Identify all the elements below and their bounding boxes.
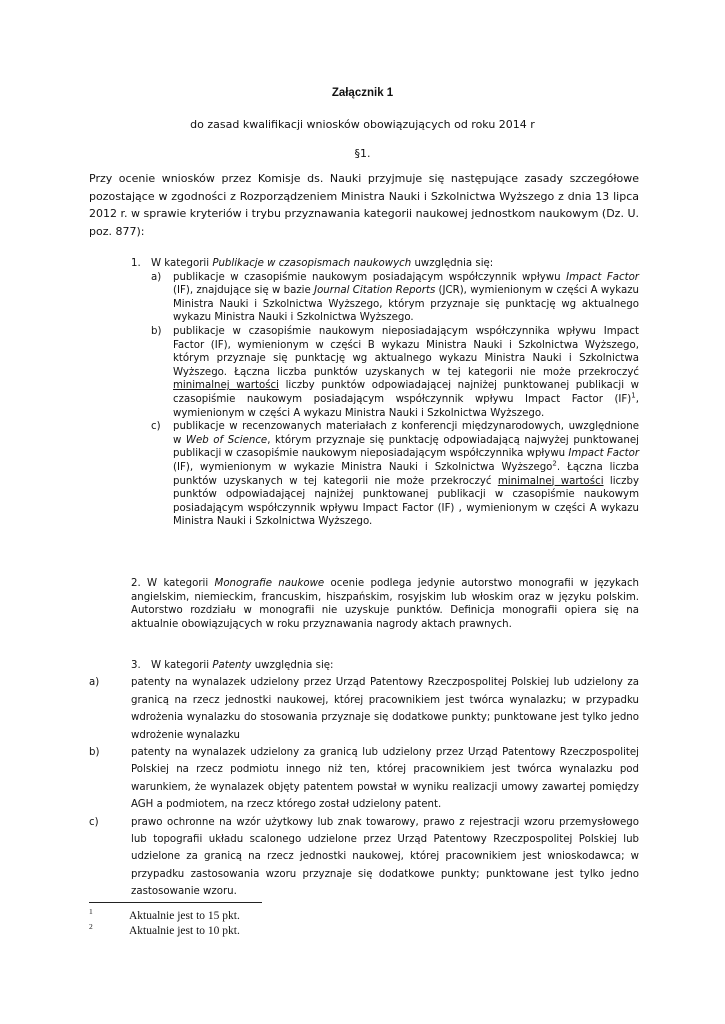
item-1c-text-3: (IF), wymienionym w wykazie Ministra Nauki i Szkolnictwa Wyższego bbox=[173, 461, 553, 473]
item-2-text-1: W kategorii bbox=[140, 578, 215, 589]
item-3-number: 3. bbox=[131, 660, 141, 671]
item-1c bbox=[151, 420, 639, 529]
item-1-head-italic: Publikacje w czasopismach naukowych bbox=[212, 258, 412, 269]
item-3c-text: prawo ochronne na wzór użytkowy lub znak towarowy, prawo z rejestracji wzoru przemysłowego lub topografii układu scalonego udzielone przez Urząd Patentowy Rzeczpospolitej Polskiej lub udzielone za granicą na rzecz jednostki naukowej, której pracownikiem jest wnioskodawca; w przypadku zastosowania wzoru przyznaje się dodatkowe punkty; punktowane jest tylko jedno zastosowanie wzoru. bbox=[131, 816, 639, 898]
item-1c-text-1: publikacje w recenzowanych materiałach z konferencji międzynarodowych, uwzględnione w bbox=[173, 421, 639, 446]
item-3-patents bbox=[89, 657, 639, 901]
item-1c-label: c) bbox=[151, 421, 161, 433]
item-3a bbox=[89, 674, 639, 744]
item-3-head-pre: W kategorii bbox=[151, 660, 213, 671]
item-1c-text-2: , którym przyznaje się punktację odpowiadającą najwyżej punktowanej publikacji w czasopiśmie naukowym nieposiadającym współczynnika wpływu bbox=[173, 434, 639, 460]
item-1b bbox=[151, 325, 639, 420]
item-1-publications bbox=[131, 257, 639, 529]
item-1-number: 1. bbox=[131, 258, 141, 269]
item-1a-label: a) bbox=[151, 271, 162, 283]
section-number: §1. bbox=[354, 147, 371, 160]
footnote-2-text: Aktualnie jest to 10 pkt. bbox=[129, 925, 240, 937]
item-1-heading bbox=[131, 257, 639, 271]
item-1a-text-2: (IF), znajdujące się w bazie bbox=[173, 285, 315, 297]
footnote-ref-1[interactable]: 1 bbox=[631, 391, 636, 400]
item-1b-underline: minimalnej wartości bbox=[173, 380, 279, 392]
item-1a bbox=[151, 271, 639, 325]
intro-paragraph: Przy ocenie wniosków przez Komisje ds. Nauki przyjmuje się następujące zasady szczegółowe pozostające w zgodności z Rozporządzeniem Ministra Nauki i Szkolnictwa Wyższego z dnia 13 lipca 2012 r. w sprawie kryteriów i trybu przyznawania kategorii naukowej jednostkom naukowym (Dz. U. poz. 877): bbox=[89, 172, 639, 238]
item-1b-text-3: , wymienionym w części A wykazu Ministra Nauki i Szkolnictwa Wyższego. bbox=[173, 393, 639, 419]
item-3c-label: c) bbox=[89, 816, 99, 828]
item-1b-label: b) bbox=[151, 325, 162, 337]
document-title: Załącznik 1 bbox=[331, 87, 394, 99]
item-1c-text-4: . Łączna liczba punktów uzyskanych w tej kategorii nie może przekroczyć bbox=[173, 461, 639, 487]
item-1a-italic-2: Journal Citation Reports bbox=[314, 285, 436, 297]
item-3a-text: patenty na wynalazek udzielony przez Urząd Patentowy Rzeczpospolitej Polskiej lub udzielony za granicą na rzecz jednostki naukowej, której pracownikiem jest twórca wynalazku; w przypadku wdrożenia wynalazku do stosowania przyznaje się dodatkowe punkty; punktowane jest tylko jedno wdrożenie wynalazku bbox=[131, 677, 639, 741]
footnote-2-number: 2 bbox=[89, 922, 93, 931]
item-1c-underline: minimalnej wartości bbox=[497, 475, 604, 487]
item-2-italic: Monografie naukowe bbox=[214, 578, 325, 589]
item-3a-label: a) bbox=[89, 677, 100, 689]
item-3-heading bbox=[131, 657, 639, 674]
item-1a-text-3: (JCR), wymienionym w części A wykazu Ministra Nauki i Szkolnictwa Wyższego, którym przyznaje się punktację wg aktualnego wykazu Ministra Nauki i Szkolnictwa Wyższego. bbox=[173, 285, 639, 324]
item-1-head-pre: W kategorii bbox=[151, 258, 213, 269]
item-2-monographs bbox=[131, 577, 639, 631]
item-2-text-2: ocenie podlega jedynie autorstwo monografii w językach angielskim, niemieckim, francuskim, hiszpańskim, rosyjskim lub włoskim oraz w języku polskim. Autorstwo rozdziału w monografii nie uzyskuje punktów. Definicja monografii opiera się na aktualnie obowiązujących w roku przyznawania nagrody aktach prawnych. bbox=[131, 578, 639, 630]
item-3b-text: patenty na wynalazek udzielony za granicą lub udzielony przez Urząd Patentowy Rzeczpospolitej Polskiej na rzecz podmiotu innego niż ten, której pracownikiem jest twórca wynalazku pod warunkiem, że wynalazek objęty patentem powstał w wyniku realizacji umowy zawartej pomiędzy AGH a podmiotem, na rzecz którego został udzielony patent. bbox=[131, 747, 639, 811]
item-1c-italic-2: Impact Factor bbox=[568, 448, 640, 460]
footnote-1-number: 1 bbox=[89, 907, 93, 916]
item-1b-text-1: publikacje w czasopiśmie naukowym nieposiadającym współczynnika wpływu Impact Factor (IF), wymienionym w części B wykazu Ministra Nauki i Szkolnictwa Wyższego, którym przyznaje się punktację wg aktualnego wykazu Ministra Nauki i Szkolnictwa Wyższego. Łączna liczba punktów uzyskanych w tej kategorii nie może przekroczyć bbox=[173, 325, 639, 378]
item-3-head-italic: Patenty bbox=[212, 660, 252, 671]
item-1a-text-1: publikacje w czasopiśmie naukowym posiadającym współczynnik wpływu bbox=[173, 271, 567, 283]
item-3b-label: b) bbox=[89, 747, 100, 759]
item-1c-text-5: liczby punktów odpowiadającej najniżej punktowanej publikacji w czasopiśmie naukowym posiadającym współczynnik wpływu Impact Factor (IF) , wymienionym w części A wykazu Ministra Nauki i Szkolnictwa Wyższego. bbox=[173, 475, 639, 528]
footnote-ref-2[interactable]: 2 bbox=[552, 459, 557, 468]
item-3c bbox=[89, 814, 639, 901]
item-1c-italic-1: Web of Science bbox=[185, 434, 268, 446]
document-subtitle: do zasad kwalifikacji wniosków obowiązujących od roku 2014 r bbox=[190, 118, 535, 131]
item-1-head-post: uwzględnia się: bbox=[411, 258, 494, 269]
item-3-head-post: uwzględnia się: bbox=[251, 660, 334, 671]
item-1b-text-2: liczby punktów odpowiadającej najniżej punktowanej publikacji w czasopiśmie naukowym posiadającym współczynnik wpływu Impact Factor (IF) bbox=[173, 380, 640, 405]
item-2-number: 2. bbox=[131, 578, 141, 589]
item-1a-italic-1: Impact Factor bbox=[566, 271, 639, 283]
item-3b bbox=[89, 744, 639, 814]
footnote-separator bbox=[89, 902, 262, 903]
footnote-1-text: Aktualnie jest to 15 pkt. bbox=[129, 910, 240, 922]
